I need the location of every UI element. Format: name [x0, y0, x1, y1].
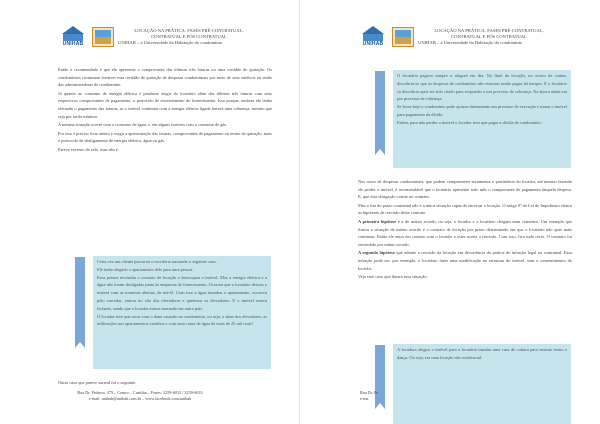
body-paragraph — [358, 218, 572, 248]
header-line-3: UNIHAB – a Universidade da Habitação do condomínio — [418, 40, 523, 45]
footer-contact: e-ma — [360, 396, 369, 401]
logo-land-icon — [95, 37, 111, 44]
hypothesis-2-label: A segunda hipótese — [358, 250, 395, 256]
page-header — [60, 26, 290, 50]
box-paragraph: O locador teve que arcar com o dano causado ao condomínio, ou seja, o dano dos elevadores, as infiltrações nos apartamentos vizinhos e com uma conta de água de mais de 25 mil reais! — [97, 313, 267, 327]
logo-sky-icon — [395, 30, 411, 37]
logo-text: UNIHAB — [62, 41, 84, 47]
box-paragraph: O locatário pagava sempre o aluguel em dia. No final da locação, no acerto de contas, descobriu-se que as despesas de condomínio não estavam sendo pagas há tempos. E o locatário só descobriu após ter sido citado para responder a um processo de cobrança. Na época ainda era por processo de cobrança. — [397, 73, 567, 102]
footer-address: Rua Dr. Pe — [360, 390, 379, 395]
house-base-icon — [363, 34, 383, 41]
body-paragraph: Outro caso que parece surreal foi o seguinte. — [58, 380, 137, 385]
box-paragraph: Enfim, para não perder o imóvel o locador teve que pagar a dívida de condomínio. — [397, 119, 542, 125]
partner-logo — [92, 27, 114, 47]
body-paragraph — [358, 249, 572, 272]
logo-text: UNIHAB — [362, 41, 384, 47]
unihab-logo — [60, 26, 86, 46]
header-line-1: LOCAÇÃO NA PRÁTICA: FASES PRÉ-CONTRATUAL, — [434, 28, 544, 33]
hypothesis-2-text: que admite a rescisão da locação em decorrência da prática de infração legal ou contratual. Essa infração pode ser, por exemplo, o locatário fazer uma modificação na estrutura do imóvel, sem o consentimento do locador. — [358, 250, 572, 271]
body-paragraph: Por isso é preciso ficar atento e exigir a apresentação das faturas, comprovantes de pagamento ou termo de quitação, mais o protocolo de desligamento de energia elétrica, água ou gás. — [58, 130, 272, 144]
box-paragraph: Ele tinha alugado o apartamento dele para uma pessoa. — [97, 266, 194, 272]
partner-logo — [392, 27, 414, 47]
page-header — [360, 26, 590, 50]
bookmark-icon — [75, 257, 85, 348]
footer-address: Rua Dr. Pedrosa, 475 – Centro – Curitiba – Fones: 3259-6032 / 3259-6033 — [77, 390, 203, 395]
box-paragraph: Certa vez um cliente procurou o escritório narrando o seguinte caso. — [97, 259, 217, 264]
logo-sky-icon — [95, 30, 111, 37]
unihab-logo — [360, 26, 386, 46]
house-roof-icon — [362, 26, 384, 34]
header-line-1: LOCAÇÃO NA PRÁTICA: FASES PRÉ-CONTRATUAL, — [134, 28, 244, 33]
page-footer — [60, 390, 220, 402]
page-body — [58, 66, 272, 155]
hypothesis-1-text: é a de mútuo acordo, ou seja, o locador e o locatário chegam num consenso. Um exemplo que ilustra a situação de mútuo acordo é o contrato de locação por prazo determinado em que o locatário não quer mais continuar. Então ele entra em contato com o locador e estes aceita a rescisão. Com isso, fica tudo certo. O contrato foi rescindido por mútuo acordo. — [358, 218, 572, 247]
body-paragraph: Então o recomendado é que ele apresente o comprovante das últimas três faturas ou uma certidão de quitação. Os condomínios costumam fornecer esta certidão de quitação de despesas condominiais por meio de seus síndicos ou então das administradoras de condomínio. — [58, 67, 272, 88]
box-paragraph: A locadora alugou o imóvel para a locatária instalar uma casa de cultura para ensinar teatro e dança. Ou seja, era uma locação não residencial. — [397, 347, 567, 360]
box-paragraph: Se fosse hoje o condomínio pode ajuizar diretamente um processo de execução e tomar o imóvel para pagamento da dívida. — [397, 104, 567, 117]
body-paragraph: Já quanto ao consumo de energia elétrica é prudente exigir do locatário além das últimas três faturas com seus respectivos comprovantes de pagamento, o protocolo de encerramento do fornecimento. Isso porque, embora ele tenha efetuado o pagamento das faturas, se o imóvel continuar com a energia elétrica ligada haverá uma cobrança, mesmo que seja por tarifa mínima. — [58, 90, 272, 119]
case-story-box — [93, 256, 271, 369]
right-page — [300, 0, 600, 424]
logo-land-icon — [395, 37, 411, 44]
page-footer — [360, 390, 400, 402]
bookmark-icon — [375, 71, 385, 155]
case-story-box — [393, 344, 571, 424]
after-box-text — [58, 379, 272, 388]
body-paragraph: A mesma situação ocorre com o consumo de água, e, em alguns imóveis com o consumo de gás. — [58, 122, 228, 128]
header-line-3: UNIHAB – a Universidade da Habitação do condomínio — [118, 40, 223, 45]
page-body — [358, 178, 572, 282]
header-text — [118, 28, 290, 46]
header-line-2: CONTRATUAL E PÓS CONTRATUAL — [451, 34, 527, 39]
body-paragraph: Mas o fim do prazo contratual não é a única situação capaz de encerrar a locação. O artigo 9º da Lei do Inquilinato elenca as hipóteses de rescisão deste contrato. — [358, 202, 572, 216]
box-paragraph: Essa pessoa rescindiu o contrato de locação e desocupou o imóvel. Mas a energia elétrica e a água não foram desligadas junto às empresas de fornecimento. Ocorreu que o locatário deixou o imóvel com as torneiras abertas, de má-fé. Com isso a água inundou o apartamento, escorreu pelo corredor, entrou no vão dos elevadores e queimou os elevadores. E o imóvel estava fechado, sendo que o locador estava morando em outro país. — [97, 274, 267, 311]
house-roof-icon — [62, 26, 84, 34]
body-paragraph: Veja esse caso que ilustra essa situação: — [358, 274, 428, 280]
header-line-2: CONTRATUAL E PÓS CONTRATUAL — [151, 34, 227, 39]
hypothesis-1-label: A primeira hipótese — [358, 218, 397, 224]
header-text — [418, 28, 590, 46]
footer-contact: e-mail: unihab@unihab.com.br – www.facebook.com/unihab — [88, 396, 192, 401]
body-paragraph: Nos casos de despesas condominiais, que podem comprometer seriamente o patrimônio do locador, até mesmo fazendo ele perder o imóvel, é recomendável que o locatário apresente todo mês o comprovante de pagamento daquela despesa. E, que esta obrigação conste no contrato. — [358, 179, 572, 200]
body-paragraph: Parece excesso de zelo, mas não é. — [58, 146, 119, 152]
house-base-icon — [63, 34, 83, 41]
case-story-box — [393, 70, 571, 168]
